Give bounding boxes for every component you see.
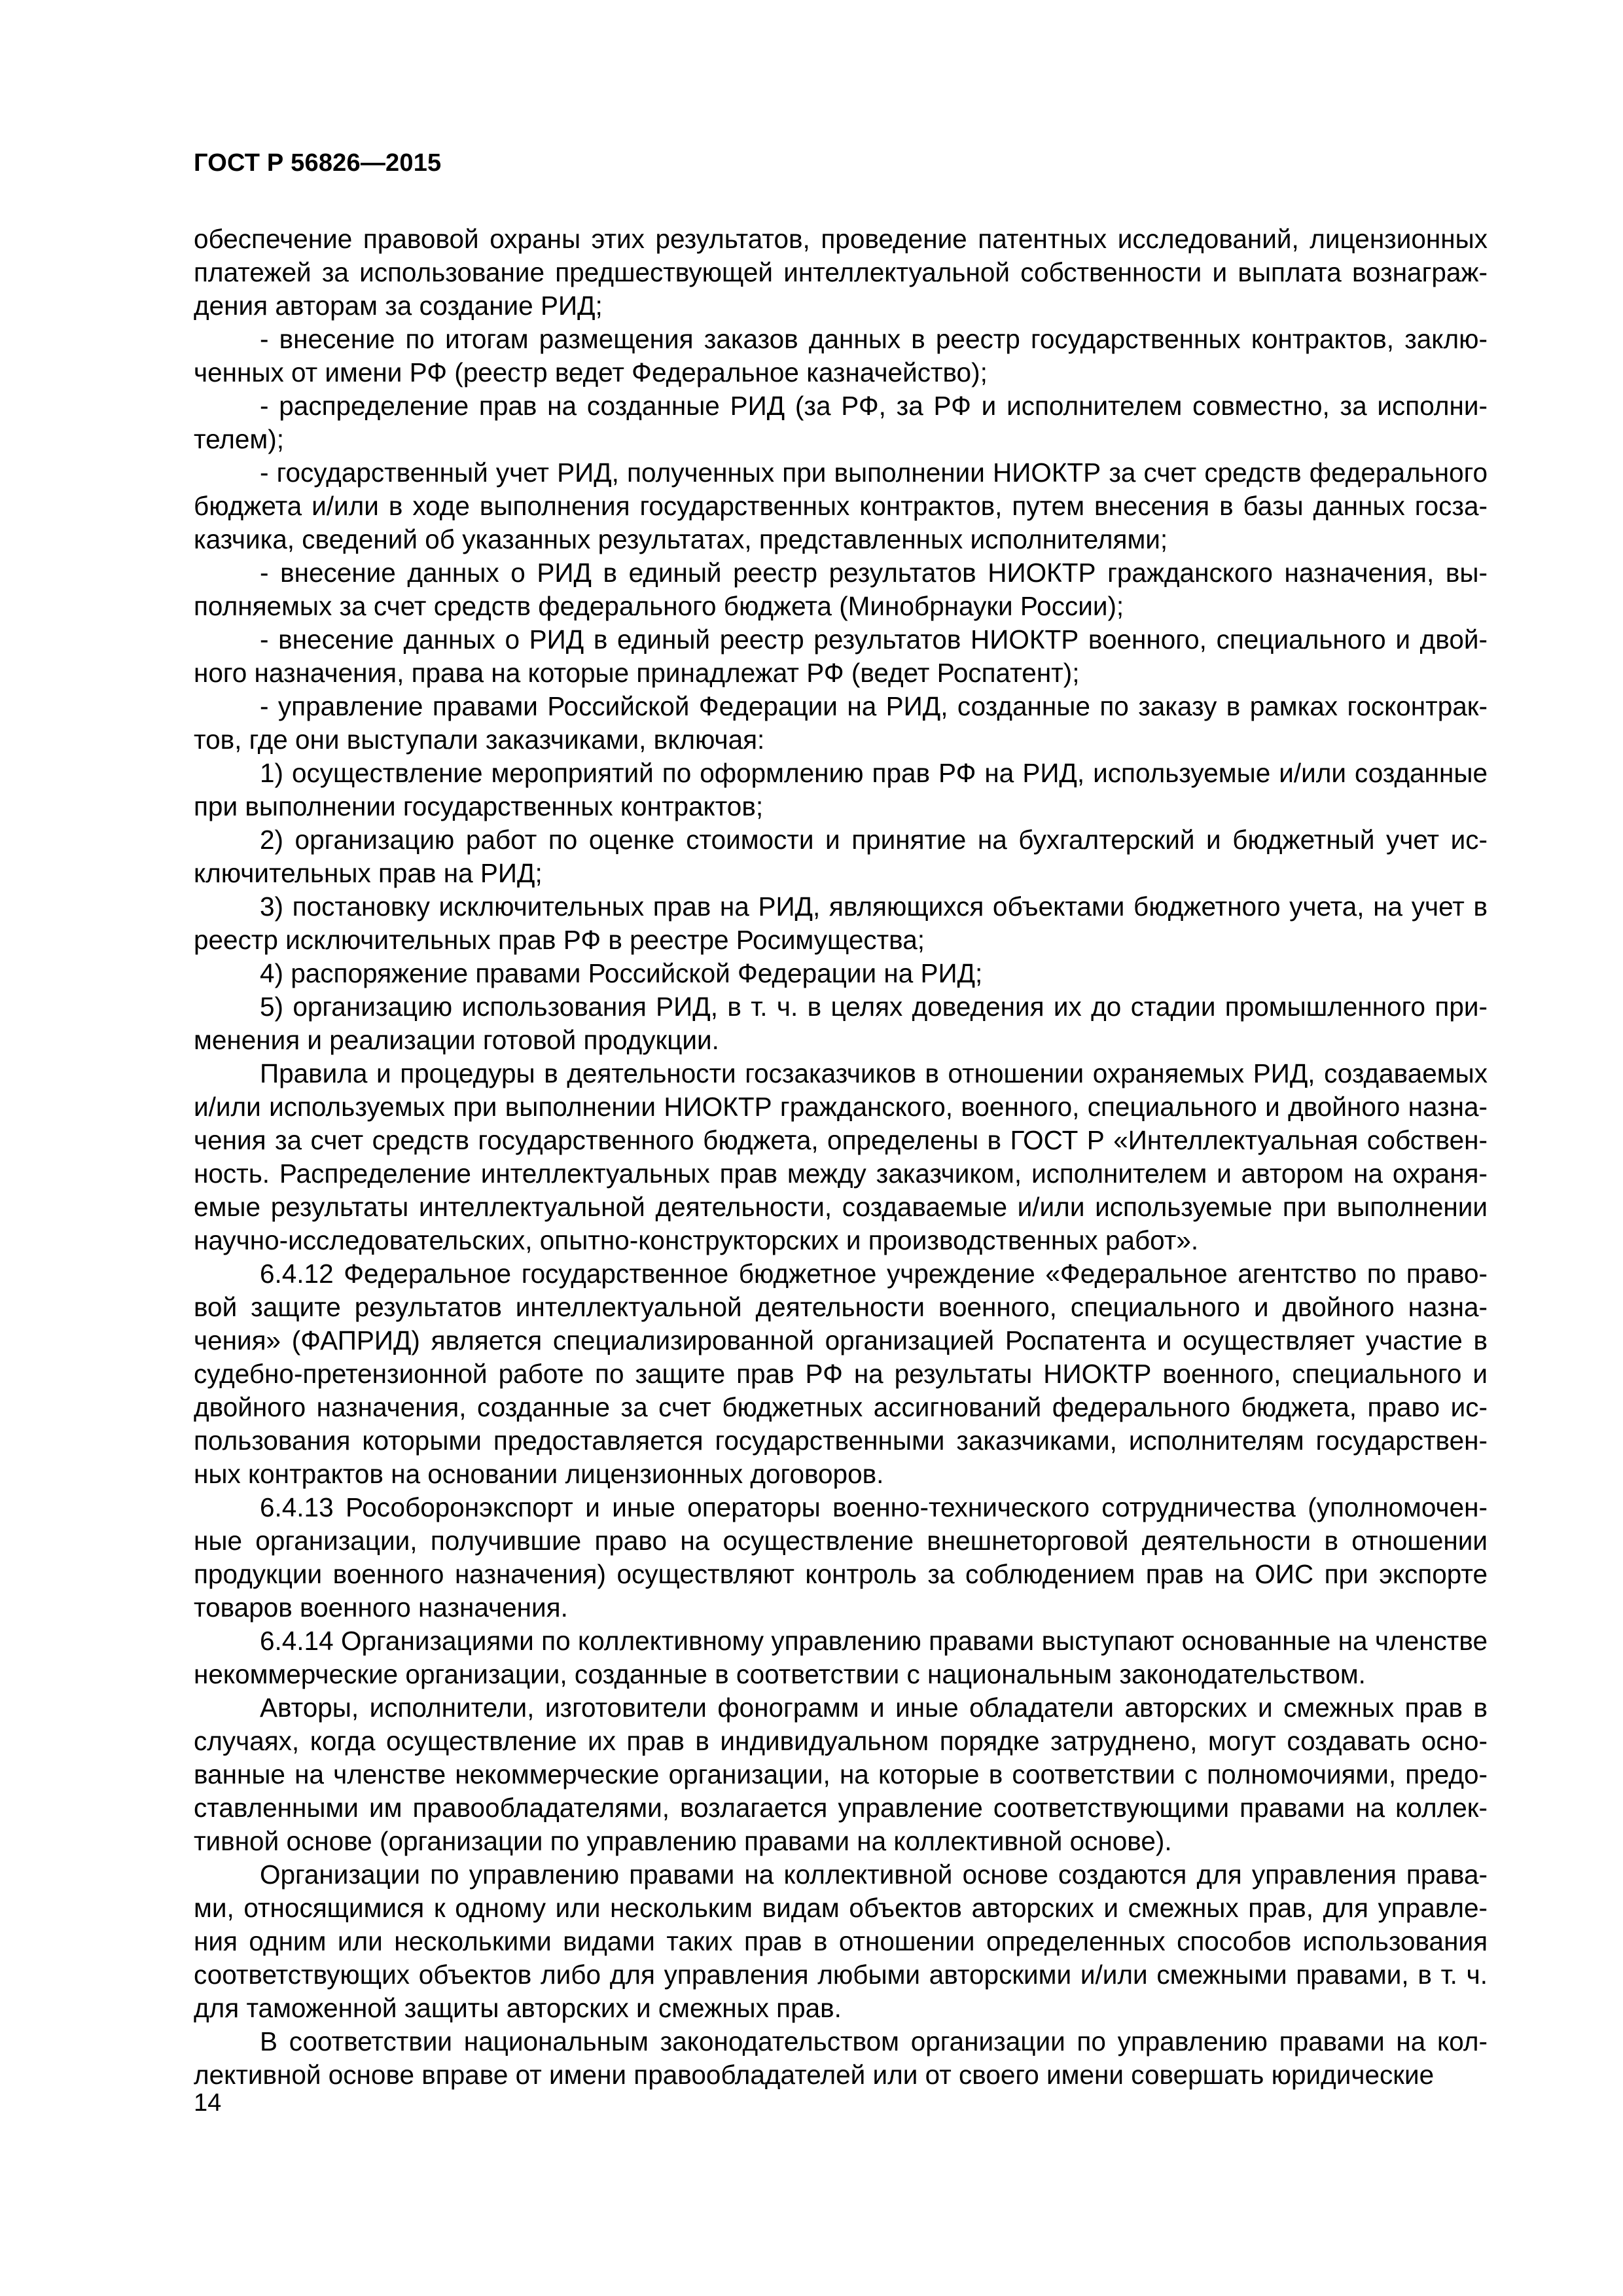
list-item: - управление правами Российской Федерации на РИД, созданные по заказу в рамках госконтрактов, где они выступали заказчиками, включая:: [194, 691, 1488, 755]
list-item: - внесение данных о РИД в единый реестр результатов НИОКТР военного, специального и двойного назначения, права на которые принадлежат РФ (ведет Роспатент);: [194, 624, 1488, 688]
numbered-item: 1) осуществление мероприятий по оформлению прав РФ на РИД, используемые и/или созданные при выполнении государственных контрактов;: [194, 758, 1488, 821]
paragraph: Организации по управлению правами на коллективной основе создаются для управления правами, относящимися к одному или нескольким видам объектов авторских и смежных прав, для управления одним или несколькими видами таких прав в отношении определенных способов использования соответствующих объектов либо для управления любыми авторскими и/или смежными правами, в т. ч. для таможенной защиты авторских и смежных прав.: [194, 1859, 1488, 2023]
page-number: 14: [194, 2089, 222, 2117]
numbered-item: 2) организацию работ по оценке стоимости и принятие на бухгалтерский и бюджетный учет исключительных прав на РИД;: [194, 825, 1488, 888]
numbered-item: 4) распоряжение правами Российской Федерации на РИД;: [260, 958, 983, 988]
paragraph: В соответствии национальным законодательством организации по управлению правами на коллективной основе вправе от имени правообладателей или от своего имени совершать юридические: [194, 2026, 1488, 2090]
paragraph: Правила и процедуры в деятельности госзаказчиков в отношении охраняемых РИД, создаваемых и/или используемых при выполнении НИОКТР гражданского, военного, специального и двойного назначения за счет средств государственного бюджета, определены в ГОСТ Р «Интеллектуальная собственность. Распределение интеллектуальных прав между заказчиком, исполнителем и автором на охраняемые результаты интеллектуальной деятельности, создаваемые и/или используемые при выполнении научно-исследовательских, опытно-конструкторских и производственных работ».: [194, 1058, 1488, 1255]
clause-6-4-14: 6.4.14 Организациями по коллективному управлению правами выступают основанные на членстве некоммерческие организации, созданные в соответствии с национальным законодательством.: [194, 1626, 1488, 1689]
paragraph: Авторы, исполнители, изготовители фонограмм и иные обладатели авторских и смежных прав в случаях, когда осуществление их прав в индивидуальном порядке затруднено, могут создавать основанные на членстве некоммерческие организации, на которые в соответствии с полномочиями, предоставленными им правообладателями, возлагается управление соответствующими правами на коллективной основе (организации по управлению правами на коллективной основе).: [194, 1693, 1488, 1856]
document-designation: ГОСТ Р 56826—2015: [194, 149, 442, 177]
list-item: - внесение данных о РИД в единый реестр результатов НИОКТР гражданского назначения, выполняемых за счет средств федерального бюджета (Минобрнауки России);: [194, 558, 1488, 621]
numbered-item: 5) организацию использования РИД, в т. ч. в целях доведения их до стадии промышленного применения и реализации готовой продукции.: [194, 992, 1488, 1055]
clause-6-4-13: 6.4.13 Рособоронэкспорт и иные операторы военно-технического сотрудничества (уполномоченные организации, получившие право на осуществление внешнеторговой деятельности в отношении продукции военного назначения) осуществляют контроль за соблюдением прав на ОИС при экспорте товаров военного назначения.: [194, 1492, 1488, 1623]
document-body: [194, 223, 1488, 2092]
list-item: - государственный учет РИД, полученных при выполнении НИОКТР за счет средств федерального бюджета и/или в ходе выполнения государственных контрактов, путем внесения в базы данных госзаказчика, сведений об указанных результатах, представленных исполнителями;: [194, 457, 1488, 554]
numbered-item: 3) постановку исключительных прав на РИД, являющихся объектами бюджетного учета, на учет в реестр исключительных прав РФ в реестре Росимущества;: [194, 891, 1488, 955]
list-item: - распределение прав на созданные РИД (за РФ, за РФ и исполнителем совместно, за исполнителем);: [194, 391, 1488, 454]
paragraph: обеспечение правовой охраны этих результатов, проведение патентных исследований, лицензионных платежей за использование предшествующей интеллектуальной собственности и выплата вознаграждения авторам за создание РИД;: [194, 224, 1488, 321]
clause-6-4-12: 6.4.12 Федеральное государственное бюджетное учреждение «Федеральное агентство по правовой защите результатов интеллектуальной деятельности военного, специального и двойного назначения» (ФАПРИД) является специализированной организацией Роспатента и осуществляет участие в судебно-претензионной работе по защите прав РФ на результаты НИОКТР военного, специального и двойного назначения, созданные за счет бюджетных ассигнований федерального бюджета, право использования которыми предоставляется государственными заказчиками, исполнителям государственных контрактов на основании лицензионных договоров.: [194, 1259, 1488, 1489]
list-item: - внесение по итогам размещения заказов данных в реестр государственных контрактов, заключенных от имени РФ (реестр ведет Федеральное казначейство);: [194, 324, 1488, 387]
